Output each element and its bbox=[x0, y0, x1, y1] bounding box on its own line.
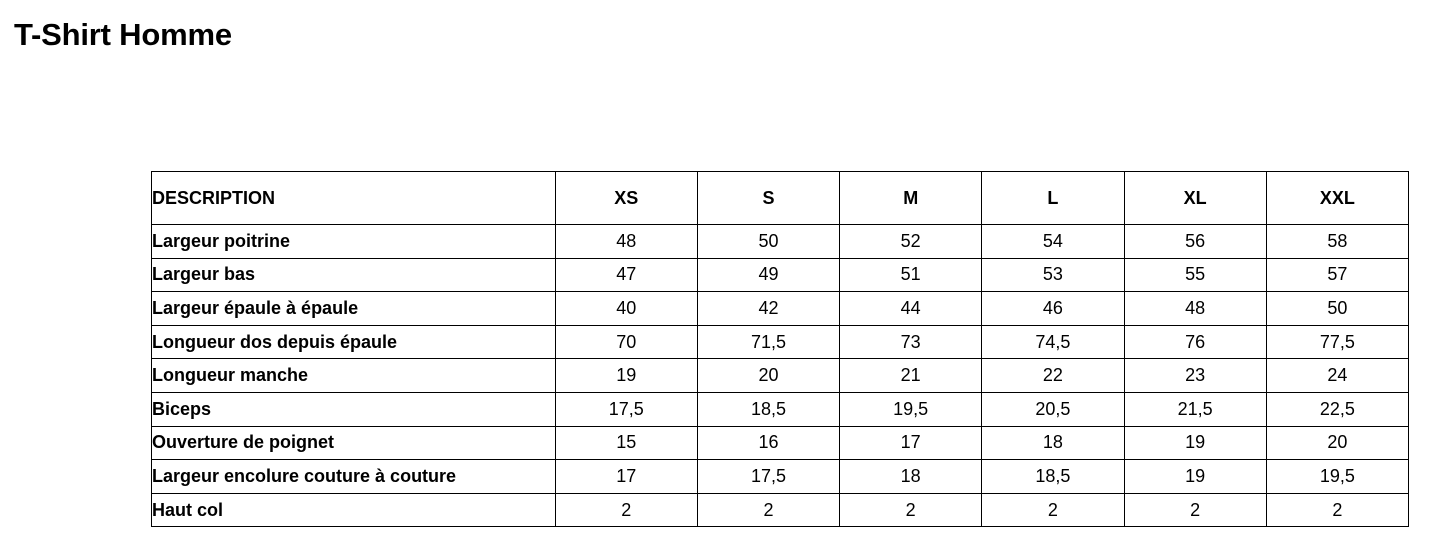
table-row bbox=[152, 460, 1409, 494]
row-label: Biceps bbox=[152, 392, 556, 426]
table-row bbox=[152, 359, 1409, 393]
table-cell: 19 bbox=[1124, 426, 1266, 460]
table-cell: 58 bbox=[1266, 225, 1408, 259]
table-row bbox=[152, 292, 1409, 326]
table-cell: 2 bbox=[840, 493, 982, 527]
row-label: Longueur manche bbox=[152, 359, 556, 393]
column-header-xl: XL bbox=[1124, 172, 1266, 225]
table-header-row bbox=[152, 172, 1409, 225]
table-cell: 16 bbox=[697, 426, 839, 460]
table-row bbox=[152, 325, 1409, 359]
table-cell: 19 bbox=[1124, 460, 1266, 494]
table-cell: 18 bbox=[840, 460, 982, 494]
row-label: Longueur dos depuis épaule bbox=[152, 325, 556, 359]
table-header bbox=[152, 172, 1409, 225]
table-cell: 19 bbox=[555, 359, 697, 393]
table-cell: 17 bbox=[840, 426, 982, 460]
table-cell: 18 bbox=[982, 426, 1124, 460]
table-cell: 44 bbox=[840, 292, 982, 326]
table-row bbox=[152, 392, 1409, 426]
table-cell: 21 bbox=[840, 359, 982, 393]
table-cell: 74,5 bbox=[982, 325, 1124, 359]
table-cell: 2 bbox=[697, 493, 839, 527]
row-label: Ouverture de poignet bbox=[152, 426, 556, 460]
table-cell: 2 bbox=[1124, 493, 1266, 527]
table-cell: 20 bbox=[1266, 426, 1408, 460]
size-chart-table-container bbox=[151, 171, 1409, 527]
table-cell: 17 bbox=[555, 460, 697, 494]
column-header-s: S bbox=[697, 172, 839, 225]
table-cell: 21,5 bbox=[1124, 392, 1266, 426]
table-cell: 77,5 bbox=[1266, 325, 1408, 359]
table-cell: 52 bbox=[840, 225, 982, 259]
table-cell: 19,5 bbox=[1266, 460, 1408, 494]
table-cell: 18,5 bbox=[697, 392, 839, 426]
table-cell: 73 bbox=[840, 325, 982, 359]
table-cell: 51 bbox=[840, 258, 982, 292]
table-cell: 17,5 bbox=[697, 460, 839, 494]
table-cell: 17,5 bbox=[555, 392, 697, 426]
table-cell: 50 bbox=[1266, 292, 1408, 326]
table-row bbox=[152, 225, 1409, 259]
table-cell: 20 bbox=[697, 359, 839, 393]
table-cell: 20,5 bbox=[982, 392, 1124, 426]
table-cell: 49 bbox=[697, 258, 839, 292]
table-cell: 46 bbox=[982, 292, 1124, 326]
table-row bbox=[152, 493, 1409, 527]
table-body bbox=[152, 225, 1409, 527]
table-cell: 22 bbox=[982, 359, 1124, 393]
page-title: T-Shirt Homme bbox=[14, 17, 232, 52]
table-cell: 57 bbox=[1266, 258, 1408, 292]
table-row bbox=[152, 258, 1409, 292]
table-cell: 2 bbox=[1266, 493, 1408, 527]
column-header-xxl: XXL bbox=[1266, 172, 1408, 225]
table-cell: 23 bbox=[1124, 359, 1266, 393]
row-label: Largeur poitrine bbox=[152, 225, 556, 259]
table-cell: 55 bbox=[1124, 258, 1266, 292]
size-chart-table bbox=[151, 171, 1409, 527]
table-cell: 40 bbox=[555, 292, 697, 326]
table-row bbox=[152, 426, 1409, 460]
table-cell: 76 bbox=[1124, 325, 1266, 359]
table-cell: 42 bbox=[697, 292, 839, 326]
table-cell: 2 bbox=[982, 493, 1124, 527]
table-cell: 22,5 bbox=[1266, 392, 1408, 426]
column-header-description: DESCRIPTION bbox=[152, 172, 556, 225]
table-cell: 48 bbox=[555, 225, 697, 259]
column-header-m: M bbox=[840, 172, 982, 225]
row-label: Largeur épaule à épaule bbox=[152, 292, 556, 326]
row-label: Largeur encolure couture à couture bbox=[152, 460, 556, 494]
table-cell: 50 bbox=[697, 225, 839, 259]
column-header-l: L bbox=[982, 172, 1124, 225]
row-label: Largeur bas bbox=[152, 258, 556, 292]
table-cell: 2 bbox=[555, 493, 697, 527]
table-cell: 54 bbox=[982, 225, 1124, 259]
table-cell: 24 bbox=[1266, 359, 1408, 393]
table-cell: 19,5 bbox=[840, 392, 982, 426]
table-cell: 71,5 bbox=[697, 325, 839, 359]
table-cell: 53 bbox=[982, 258, 1124, 292]
table-cell: 56 bbox=[1124, 225, 1266, 259]
row-label: Haut col bbox=[152, 493, 556, 527]
column-header-xs: XS bbox=[555, 172, 697, 225]
table-cell: 48 bbox=[1124, 292, 1266, 326]
table-cell: 47 bbox=[555, 258, 697, 292]
table-cell: 15 bbox=[555, 426, 697, 460]
table-cell: 18,5 bbox=[982, 460, 1124, 494]
table-cell: 70 bbox=[555, 325, 697, 359]
